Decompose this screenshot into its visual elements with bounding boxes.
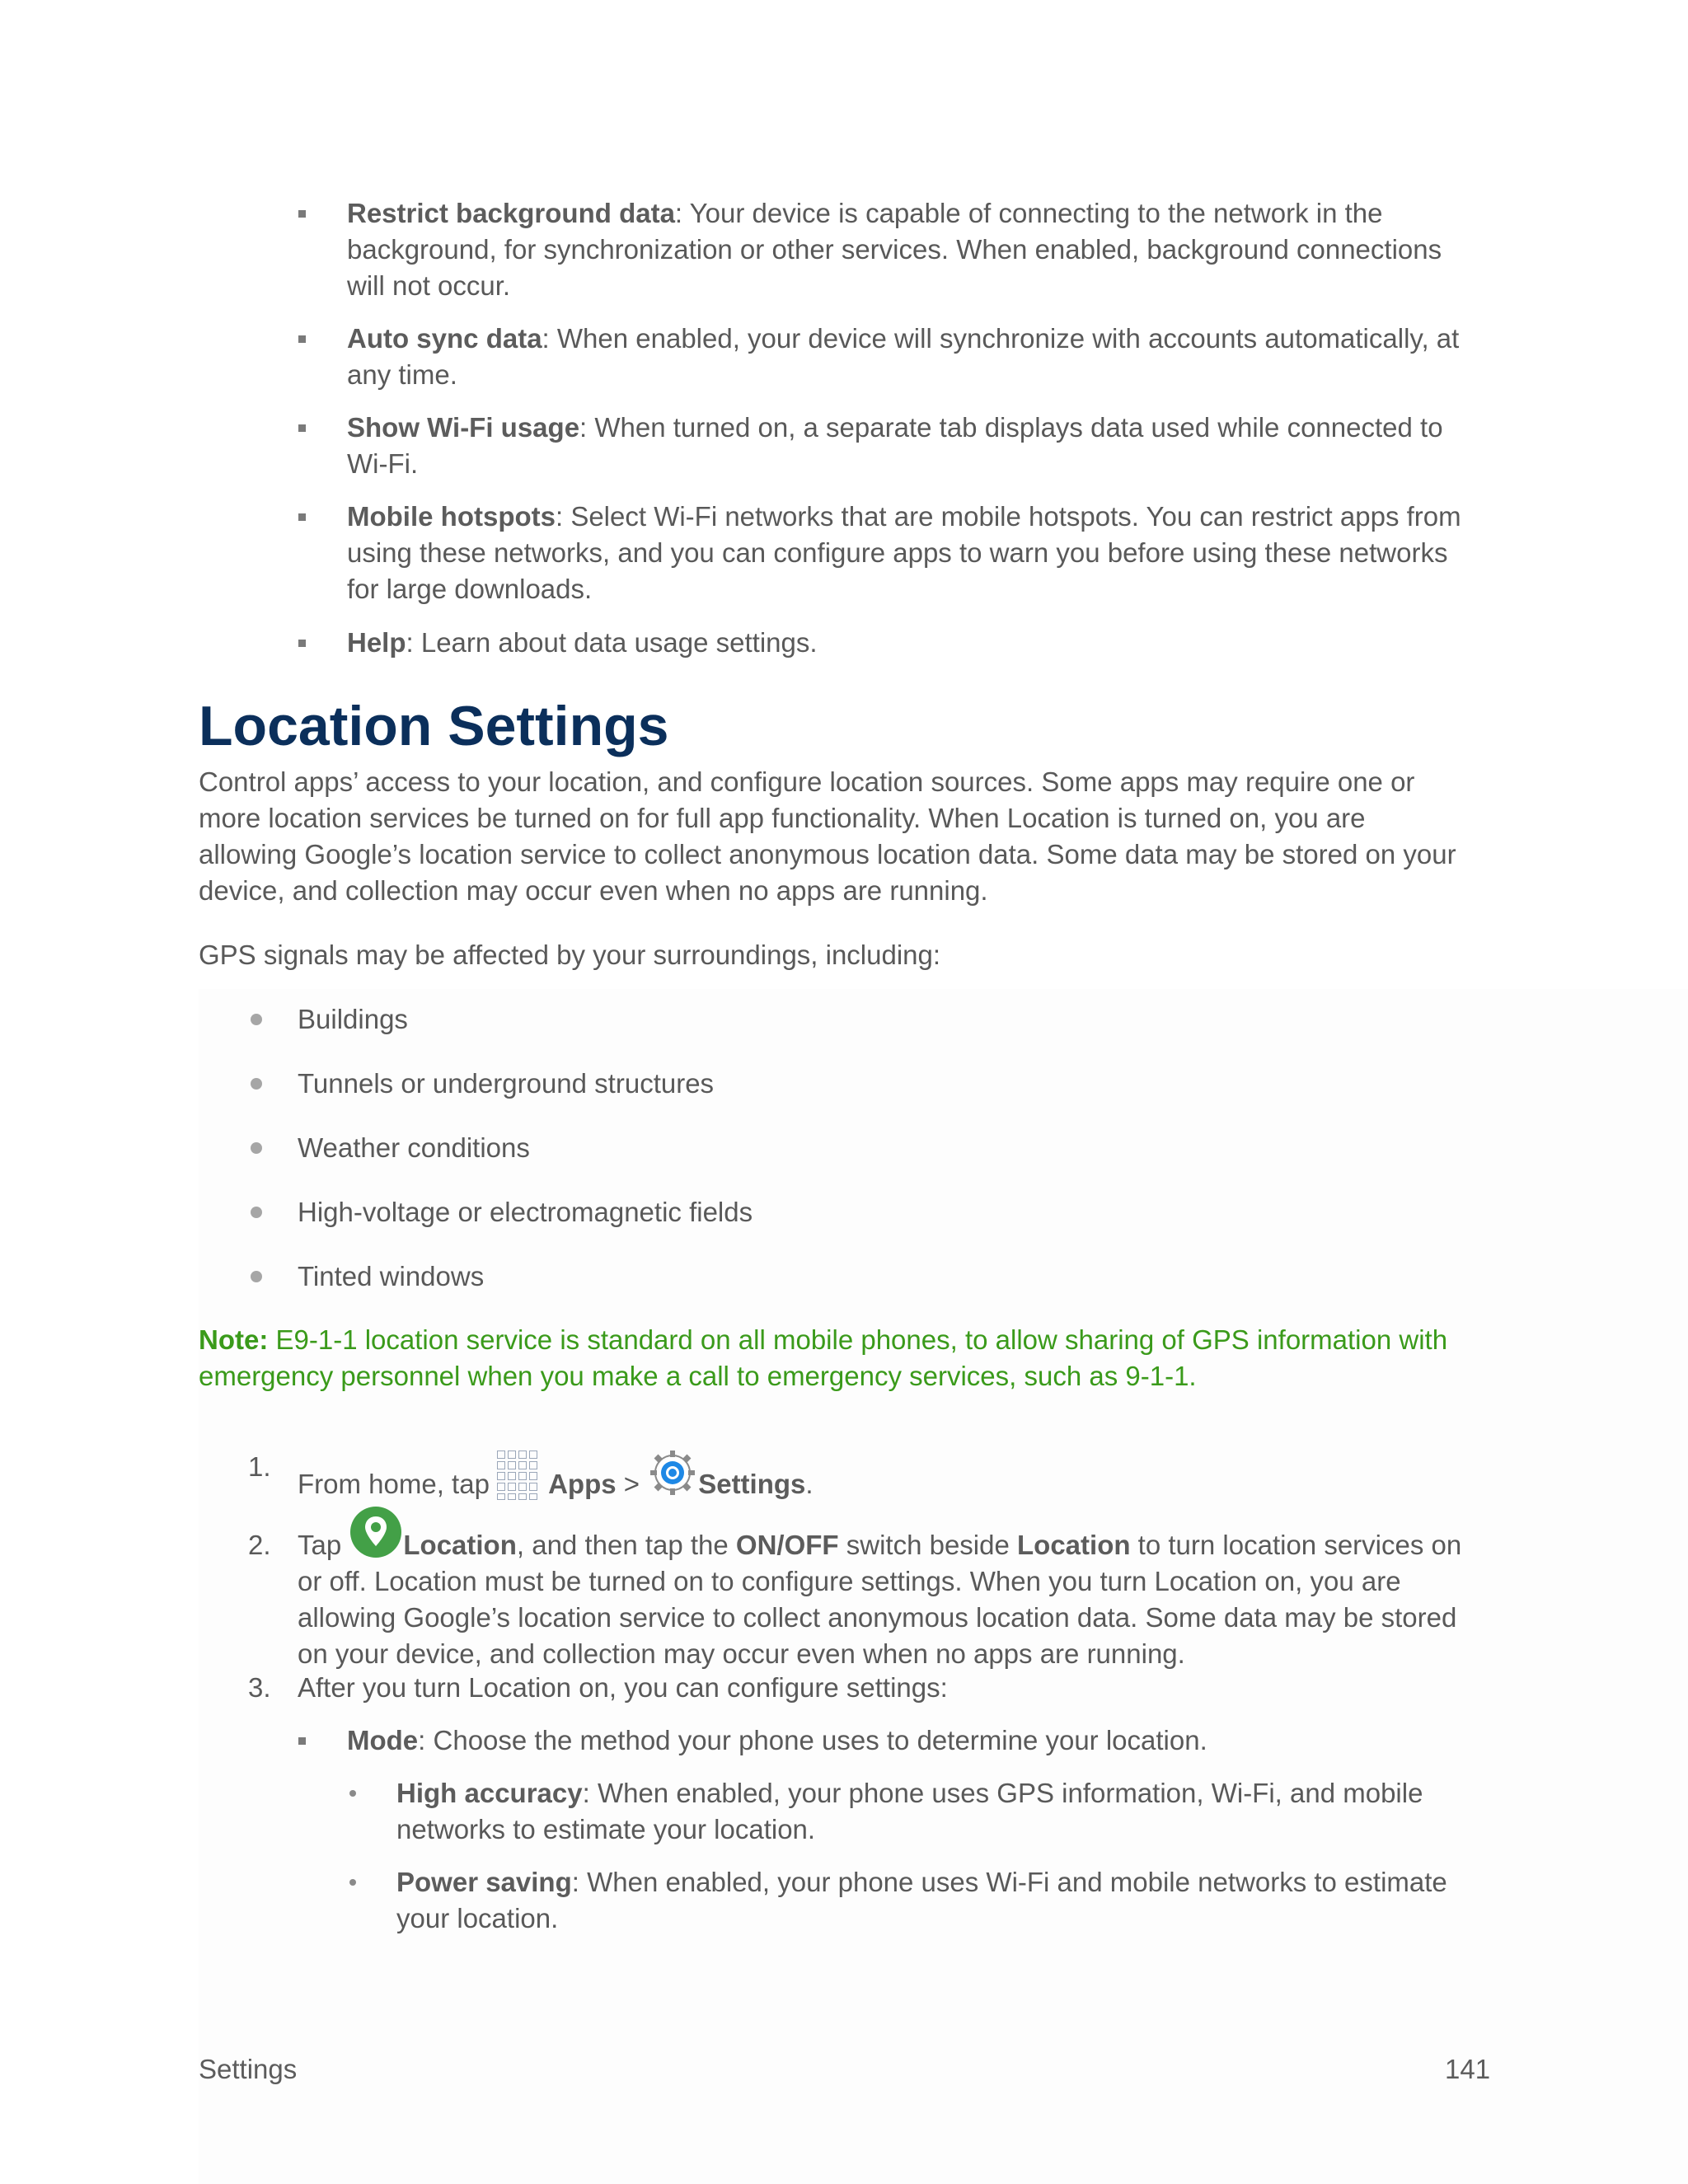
settings-gear-icon [647, 1449, 698, 1500]
location-label: Location [1017, 1530, 1131, 1560]
item-term: Auto sync data [347, 323, 542, 354]
list-item: Weather conditions [298, 1132, 530, 1163]
option-term: Power saving [396, 1867, 572, 1897]
mode-item [347, 1722, 1207, 1759]
paragraph-line: device, and collection may occur even when no apps are running. [199, 875, 988, 906]
option-line: networks to estimate your location. [396, 1814, 816, 1844]
list-item [347, 499, 1501, 607]
square-bullet [298, 640, 306, 647]
step-text: > [616, 1469, 648, 1499]
item-term: Help [347, 627, 406, 658]
item-line: any time. [347, 359, 457, 390]
step-3: After you turn Location on, you can configure settings: [298, 1672, 948, 1703]
gps-intro: GPS signals may be affected by your surroundings, including: [199, 940, 941, 970]
item-desc: : Select Wi-Fi networks that are mobile hotspots. You can restrict apps from [555, 501, 1461, 532]
round-bullet [251, 1207, 262, 1218]
item-term: Show Wi-Fi usage [347, 412, 580, 443]
square-bullet [298, 424, 306, 432]
intro-paragraph [199, 764, 1517, 909]
small-bullet [349, 1790, 356, 1797]
note-label: Note: [199, 1324, 269, 1355]
list-item [347, 195, 1501, 304]
step-number: 3. [248, 1672, 271, 1703]
list-item [347, 321, 1501, 393]
round-bullet [251, 1078, 262, 1090]
square-bullet [298, 1737, 306, 1745]
step-2 [298, 1527, 1501, 1672]
paragraph-line: more location services be turned on for full app functionality. When Location is turned on, you are [199, 803, 1366, 833]
step-text: Tap [298, 1530, 349, 1560]
paragraph-line: Control apps’ access to your location, and configure location sources. Some apps may require one or [199, 766, 1415, 797]
step-text: to turn location services on [1130, 1530, 1462, 1560]
section-title: Location Settings [199, 695, 669, 757]
round-bullet [251, 1271, 262, 1282]
item-desc: : When turned on, a separate tab displays data used while connected to [579, 412, 1443, 443]
step-number: 1. [248, 1451, 271, 1482]
item-line: background, for synchronization or other services. When enabled, background connections [347, 234, 1442, 265]
paragraph-line: allowing Google’s location service to collect anonymous location data. Some data may be stored on your [199, 839, 1456, 869]
item-line: will not occur. [347, 270, 511, 301]
item-desc: : When enabled, your device will synchronize with accounts automatically, at [542, 323, 1460, 354]
apps-grid-icon [497, 1451, 548, 1502]
item-line: using these networks, and you can configure apps to warn you before using these networks [347, 537, 1448, 568]
round-bullet [251, 1142, 262, 1154]
footer-section: Settings [199, 2054, 298, 2084]
square-bullet [298, 210, 306, 218]
square-bullet [298, 335, 306, 343]
item-term: Mobile hotspots [347, 501, 556, 532]
step-text: , and then tap the [516, 1530, 736, 1560]
list-item: Tinted windows [298, 1261, 485, 1291]
list-item [347, 625, 1501, 661]
settings-label: Settings [698, 1469, 806, 1499]
option-line: your location. [396, 1903, 559, 1933]
mode-option [396, 1775, 1517, 1848]
note-callout [199, 1322, 1517, 1394]
location-pin-icon [349, 1505, 403, 1559]
step-line: on your device, and collection may occur even when no apps are running. [298, 1638, 1185, 1669]
location-label: Location [403, 1530, 517, 1560]
option-desc: : When enabled, your phone uses Wi-Fi and mobile networks to estimate [571, 1867, 1447, 1897]
step-number: 2. [248, 1530, 271, 1560]
list-item: Buildings [298, 1004, 408, 1034]
step-line: allowing Google’s location service to collect anonymous location data. Some data may be stored [298, 1602, 1457, 1633]
small-bullet [349, 1879, 356, 1886]
step-text: From home, tap [298, 1469, 498, 1499]
option-term: High accuracy [396, 1778, 583, 1808]
list-item: High-voltage or electromagnetic fields [298, 1197, 753, 1227]
item-term: Mode [347, 1725, 419, 1755]
item-desc: : Your device is capable of connecting to the network in the [674, 198, 1383, 228]
item-term: Restrict background data [347, 198, 675, 228]
item-line: for large downloads. [347, 574, 593, 604]
step-line: or off. Location must be turned on to configure settings. When you turn Location on, you are [298, 1566, 1401, 1596]
note-text: emergency personnel when you make a call to emergency services, such as 9-1-1. [199, 1361, 1197, 1391]
step-text: . [805, 1469, 814, 1499]
step-1 [298, 1449, 814, 1502]
page-number: 141 [1445, 2054, 1491, 2084]
option-desc: : When enabled, your phone uses GPS information, Wi-Fi, and mobile [582, 1778, 1423, 1808]
item-desc: : Choose the method your phone uses to determine your location. [418, 1725, 1207, 1755]
onoff-label: ON/OFF [735, 1530, 839, 1560]
item-line: Wi-Fi. [347, 448, 419, 479]
square-bullet [298, 513, 306, 521]
mode-option [396, 1864, 1517, 1937]
apps-label: Apps [548, 1469, 617, 1499]
item-desc: : Learn about data usage settings. [406, 627, 818, 658]
list-item: Tunnels or underground structures [298, 1068, 715, 1099]
list-item [347, 410, 1501, 482]
step-text: switch beside [838, 1530, 1018, 1560]
note-text: E9-1-1 location service is standard on all mobile phones, to allow sharing of GPS information with [268, 1324, 1448, 1355]
round-bullet [251, 1014, 262, 1025]
